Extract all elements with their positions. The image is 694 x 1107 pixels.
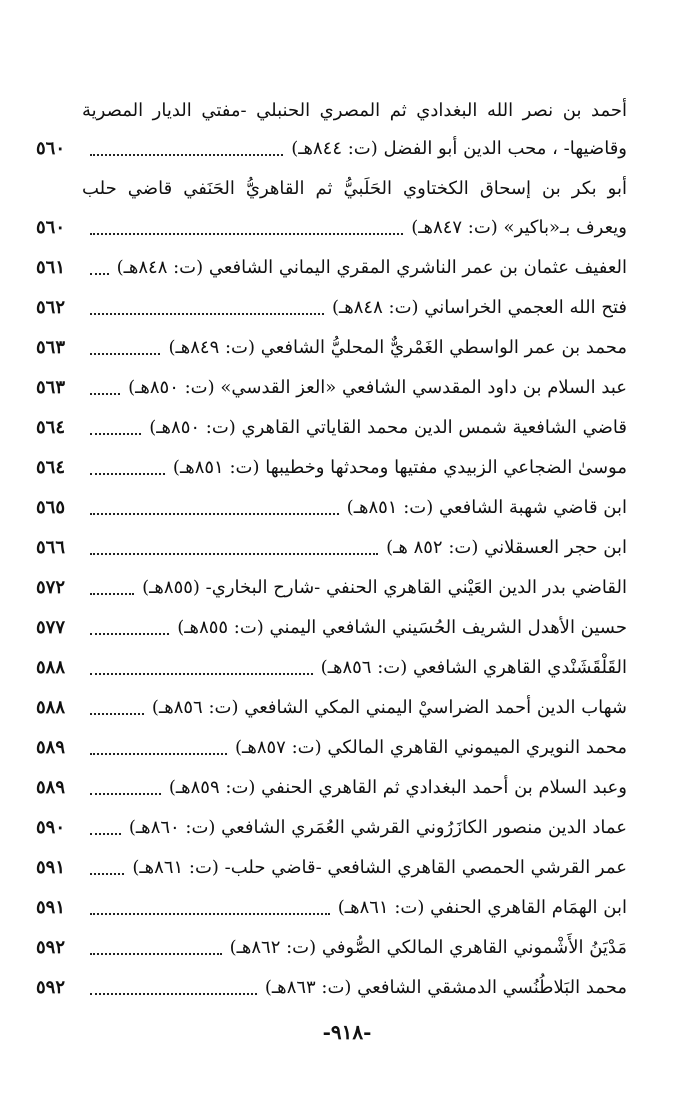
index-entry <box>36 643 627 678</box>
index-entry <box>36 283 627 318</box>
entry-text: موسىٰ الضجاعي الزبيدي مفتيها ومحدثها وخطيبها (ت: ٨٥١هـ) <box>172 457 627 478</box>
leader-dots <box>90 895 330 915</box>
entry-text: مَدْيَنُ الأَشْموني القاهري المالكي الصُّوفي (ت: ٨٦٢هـ) <box>229 937 627 958</box>
leader-dots <box>90 575 134 595</box>
entry-text: وعبد السلام بن أحمد البغدادي ثم القاهري الحنفي (ت: ٨٥٩هـ) <box>168 777 627 798</box>
entry-text: العفيف عثمان بن عمر الناشري المقري اليماني الشافعي (ت: ٨٤٨هـ) <box>116 257 627 278</box>
index-entry <box>36 124 627 159</box>
entry-page-number: ٥٨٩ <box>36 737 66 758</box>
index-entry <box>36 363 627 398</box>
entry-text: القاضي بدر الدين العَيْني القاهري الحنفي -شارح البخاري- (٨٥٥هـ) <box>142 577 627 598</box>
entry-page-number: ٥٦٤ <box>36 417 66 438</box>
leader-dots <box>90 695 144 715</box>
leader-dots <box>90 375 120 395</box>
entry-text: ابن حجر العسقلاني (ت: ٨٥٢ هـ) <box>386 537 627 558</box>
index-entry <box>36 843 627 878</box>
index-entry <box>82 86 627 120</box>
entry-text: قاضي الشافعية شمس الدين محمد القاياتي القاهري (ت: ٨٥٠هـ) <box>149 417 627 438</box>
entry-page-number: ٥٦٠ <box>36 138 66 159</box>
leader-dots <box>90 215 403 235</box>
entry-page-number: ٥٧٢ <box>36 577 66 598</box>
leader-dots <box>90 775 161 795</box>
index-entry <box>36 523 627 558</box>
leader-dots <box>90 335 160 355</box>
leader-dots <box>90 455 165 475</box>
entry-text: محمد البَلاطُنُسي الدمشقي الشافعي (ت: ٨٦٣هـ) <box>264 977 627 998</box>
leader-dots <box>90 495 339 515</box>
leader-dots <box>90 735 227 755</box>
entry-text: وقاضيها- ، محب الدين أبو الفضل (ت: ٨٤٤هـ) <box>291 138 627 159</box>
entry-text: عمر القرشي الحمصي القاهري الشافعي -قاضي حلب- (ت: ٨٦١هـ) <box>132 857 627 878</box>
entry-page-number: ٥٨٨ <box>36 697 66 718</box>
index-entry <box>36 883 627 918</box>
entry-page-number: ٥٩١ <box>36 897 66 918</box>
entry-page-number: ٥٩٠ <box>36 817 66 838</box>
entry-text: محمد النويري الميموني القاهري المالكي (ت: ٨٥٧هـ) <box>235 737 627 758</box>
entry-text: فتح الله العجمي الخراساني (ت: ٨٤٨هـ) <box>331 297 627 318</box>
index-entry <box>36 203 627 238</box>
leader-dots <box>90 655 313 675</box>
entry-page-number: ٥٦٦ <box>36 537 66 558</box>
entry-text: محمد بن عمر الواسطي الغَمْريٌّ المحليُّ الشافعي (ت: ٨٤٩هـ) <box>168 337 627 358</box>
entry-page-number: ٥٩٢ <box>36 937 66 958</box>
entry-text: ابن الهمَام القاهري الحنفي (ت: ٨٦١هـ) <box>337 897 627 918</box>
index-entry <box>36 963 627 998</box>
index-entry <box>36 723 627 758</box>
entry-text: أحمد بن نصر الله البغدادي ثم المصري الحنبلي -مفتي الديار المصرية <box>82 100 627 121</box>
entry-text: حسين الأهدل الشريف الحُسَيني الشافعي اليمني (ت: ٨٥٥هـ) <box>177 617 627 638</box>
leader-dots <box>90 535 378 555</box>
leader-dots <box>90 975 257 995</box>
leader-dots <box>90 815 121 835</box>
entry-text: أبو بكر بن إسحاق الكختاوي الحَلَبيُّ ثم القاهريُّ الحَنَفي قاضي حلب <box>82 178 627 199</box>
entry-text: شهاب الدين أحمد الضراسيْ اليمني المكي الشافعي (ت: ٨٥٦هـ) <box>151 697 627 718</box>
leader-dots <box>90 136 283 156</box>
entry-page-number: ٥٦٢ <box>36 297 66 318</box>
entry-page-number: ٥٦٤ <box>36 457 66 478</box>
leader-dots <box>90 295 324 315</box>
entry-page-number: ٥٦٥ <box>36 497 66 518</box>
entry-page-number: ٥٦١ <box>36 257 66 278</box>
leader-dots <box>90 935 222 955</box>
entry-page-number: ٥٩٢ <box>36 977 66 998</box>
entry-page-number: ٥٧٧ <box>36 617 66 638</box>
leader-dots <box>90 415 141 435</box>
index-entry <box>36 763 627 798</box>
index-entry <box>36 443 627 478</box>
leader-dots <box>90 615 169 635</box>
index-entry <box>36 403 627 438</box>
index-entry <box>36 563 627 598</box>
index-entry <box>36 683 627 718</box>
index-entry <box>82 164 627 198</box>
index-entry <box>36 323 627 358</box>
index-entry <box>36 603 627 638</box>
leader-dots <box>90 855 124 875</box>
index-entry <box>36 243 627 278</box>
entry-text: عماد الدين منصور الكازَرُوني القرشي العُمَري الشافعي (ت: ٨٦٠هـ) <box>128 817 627 838</box>
entry-page-number: ٥٦٠ <box>36 217 66 238</box>
leader-dots <box>90 255 109 275</box>
index-entry <box>36 923 627 958</box>
entry-page-number: ٥٨٨ <box>36 657 66 678</box>
page-number: -٩١٨- <box>322 1020 372 1044</box>
entry-page-number: ٥٨٩ <box>36 777 66 798</box>
index-entry <box>36 803 627 838</box>
entry-text: عبد السلام بن داود المقدسي الشافعي «العز القدسي» (ت: ٨٥٠هـ) <box>128 377 627 398</box>
entry-page-number: ٥٦٣ <box>36 337 66 358</box>
entry-text: القَلْقَشَنْدي القاهري الشافعي (ت: ٨٥٦هـ) <box>320 657 627 678</box>
entry-page-number: ٥٦٣ <box>36 377 66 398</box>
entry-page-number: ٥٩١ <box>36 857 66 878</box>
entry-text: ويعرف بـ«باكير» (ت: ٨٤٧هـ) <box>411 217 627 238</box>
entry-text: ابن قاضي شهبة الشافعي (ت: ٨٥١هـ) <box>346 497 627 518</box>
index-entry <box>36 483 627 518</box>
